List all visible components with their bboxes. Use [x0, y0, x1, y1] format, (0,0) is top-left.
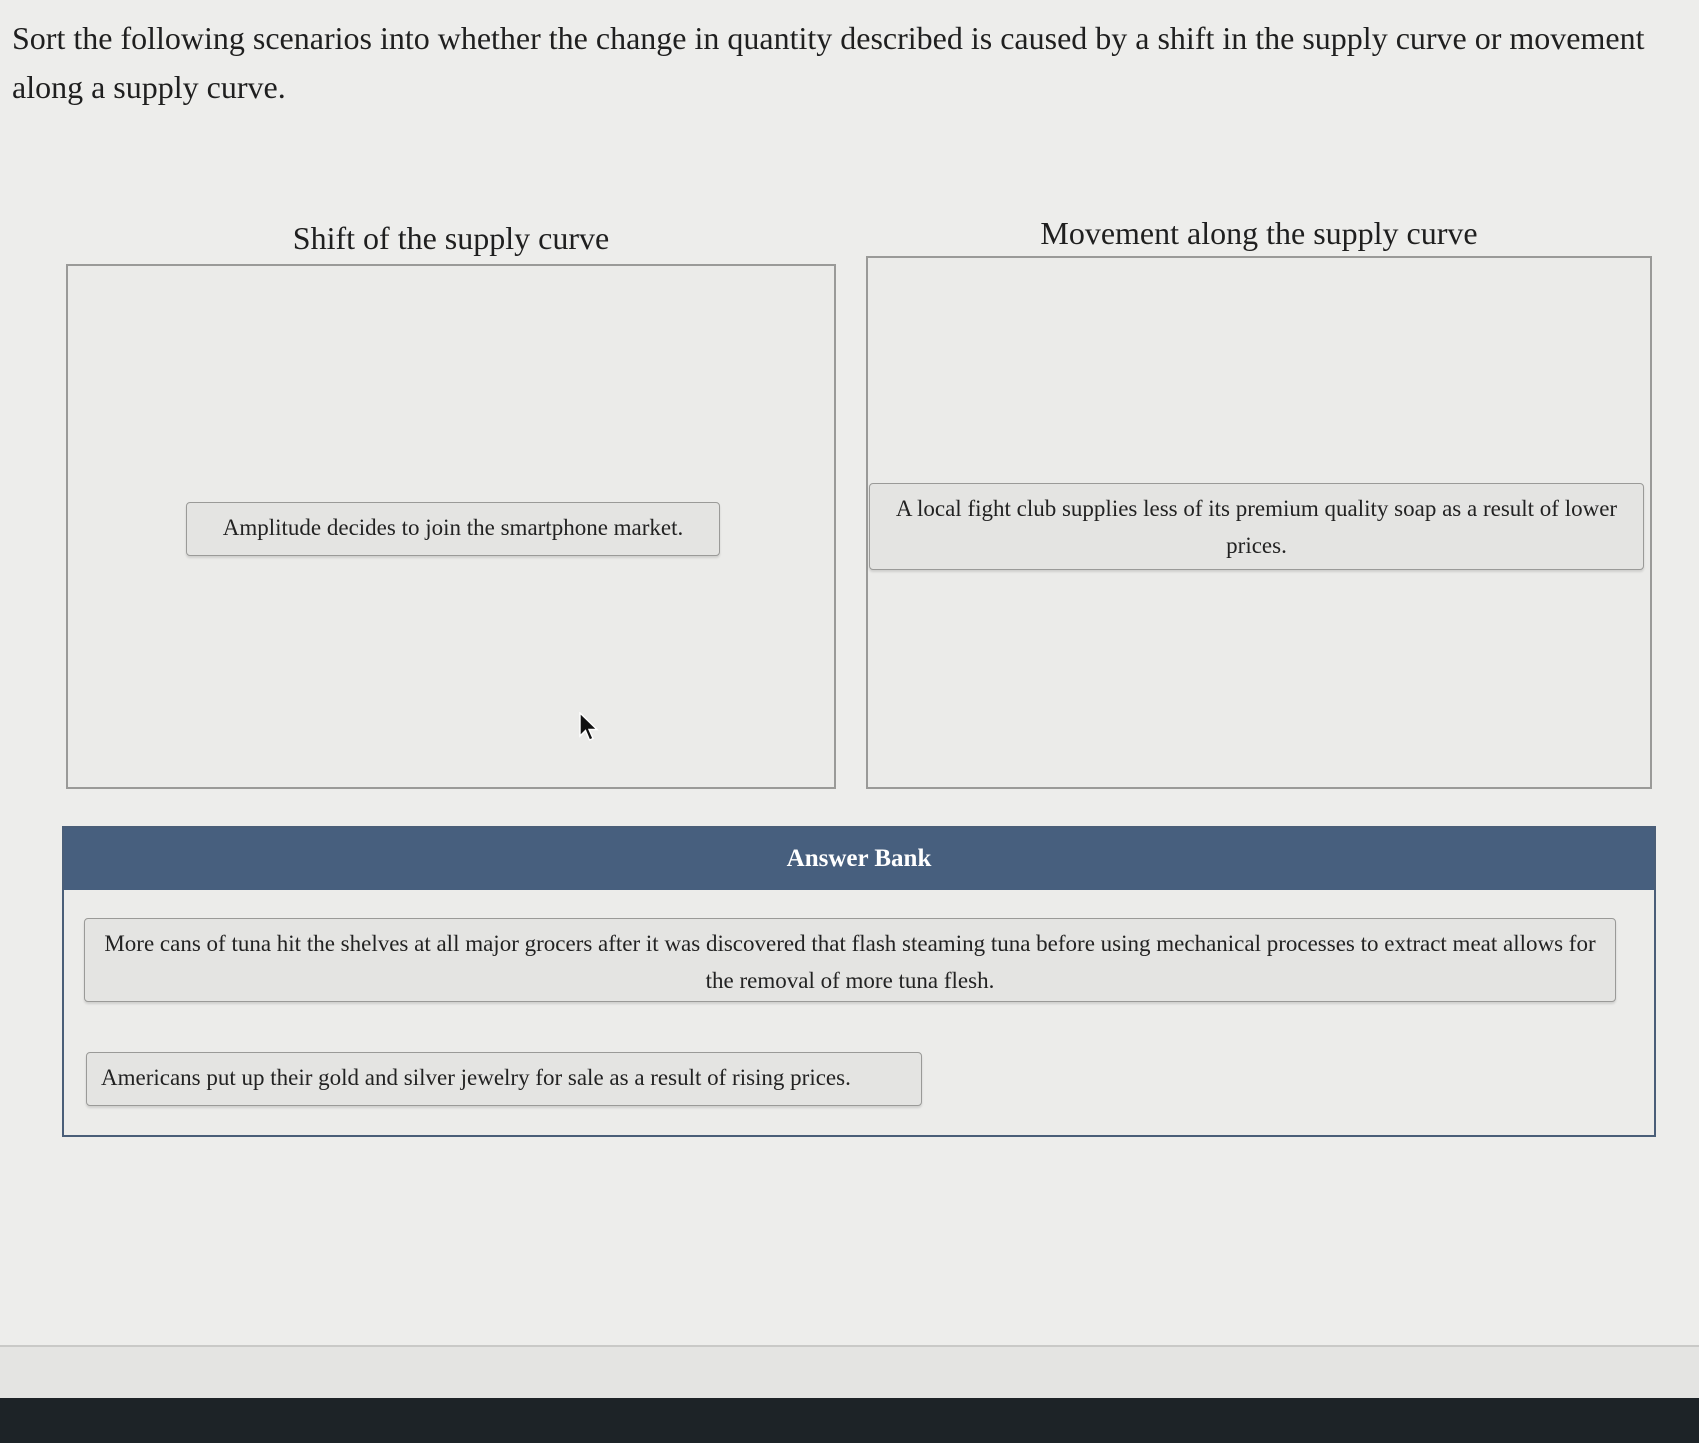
- question-prompt: Sort the following scenarios into whether the change in quantity described is caused by a shift in the supply curve or movement along a supply curve.: [12, 20, 1645, 105]
- screen-bezel: [0, 1398, 1699, 1443]
- answer-bank[interactable]: [62, 826, 1656, 1137]
- draggable-card-fight-club-soap[interactable]: A local fight club supplies less of its premium quality soap as a result of lower prices.: [869, 483, 1644, 570]
- column-title-shift: Shift of the supply curve: [292, 220, 610, 256]
- draggable-card-amplitude[interactable]: Amplitude decides to join the smartphone market.: [186, 502, 720, 556]
- draggable-card-tuna[interactable]: More cans of tuna hit the shelves at all major grocers after it was discovered that flash steaming tuna before using mechanical processes to extract meat allows for the removal of more tuna flesh.: [84, 918, 1616, 1002]
- answer-bank-header: Answer Bank: [64, 828, 1654, 890]
- draggable-card-jewelry[interactable]: Americans put up their gold and silver jewelry for sale as a result of rising prices.: [86, 1052, 922, 1106]
- column-title-movement: Movement along the supply curve: [1040, 215, 1478, 251]
- mouse-pointer-icon: [578, 712, 600, 742]
